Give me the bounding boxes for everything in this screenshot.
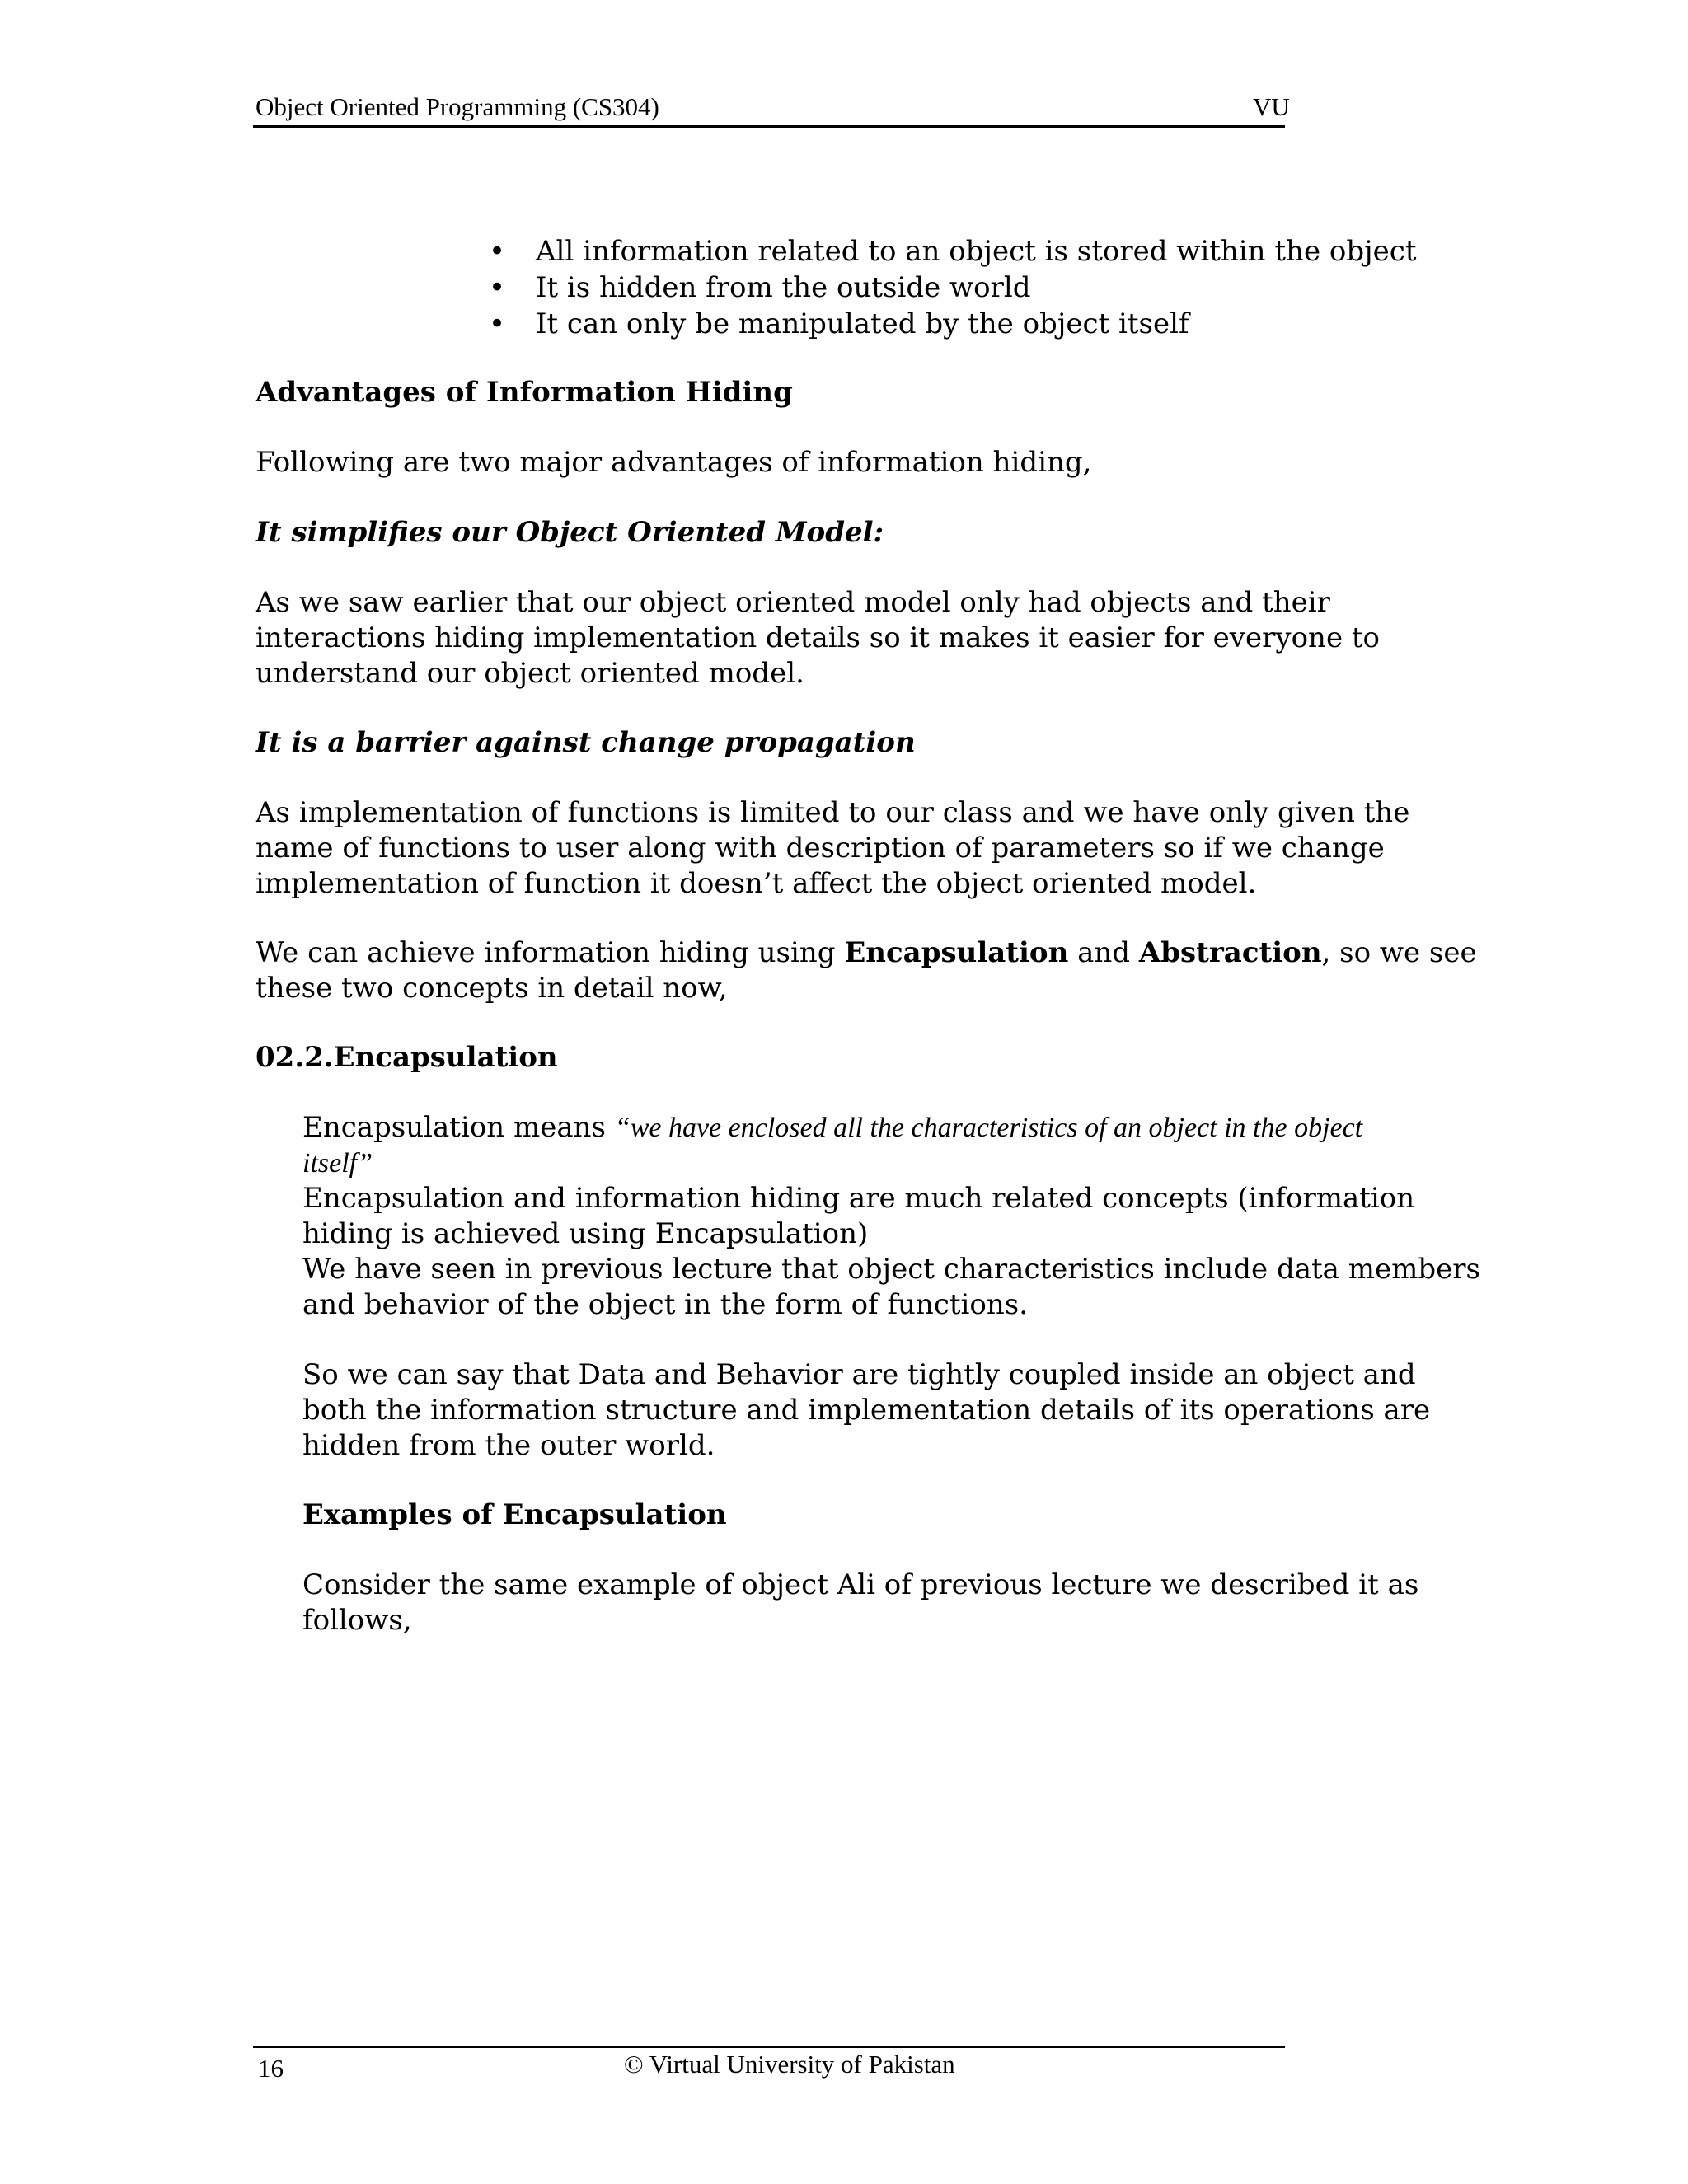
examples-paragraph: Consider the same example of object Ali of previous lecture we described it as follows,: [302, 1568, 1419, 1637]
examples-heading: Examples of Encapsulation: [302, 1498, 727, 1531]
bullet-dot-icon: •: [489, 307, 506, 340]
bullet-item: • It is hidden from the outside world: [489, 271, 1031, 304]
advantage-2-paragraph: As implementation of functions is limited to our class and we have only given the name of functions to user along with description of parameters so if we change implementation of function it doesn’t affect the object oriented model.: [256, 796, 1410, 900]
footer-copyright: © Virtual University of Pakistan: [624, 2050, 955, 2079]
header-institution: VU: [1253, 92, 1290, 121]
encapsulation-section-heading: 02.2.Encapsulation: [256, 1041, 558, 1074]
achieve-paragraph: We can achieve information hiding using Encapsulation and Abstraction, so we see these two concepts in detail now,: [256, 936, 1477, 1005]
bullet-item: • All information related to an object is stored within the object: [489, 235, 1417, 268]
encapsulation-definition: Encapsulation means “we have enclosed all the characteristics of an object in the object itself” Encapsulation and information hiding are much related concepts (information hiding is achieved using Encapsulation) We have seen in previous lecture that object characteristics include data members and behavior of the object in the form of functions.: [302, 1111, 1480, 1321]
bullet-item: • It can only be manipulated by the object itself: [489, 307, 1189, 340]
header-rule: [253, 125, 1285, 128]
advantage-1-title: It simplifies our Object Oriented Model:: [256, 516, 884, 549]
info-hiding-bullet-list: [482, 233, 1416, 342]
bullet-dot-icon: •: [489, 271, 506, 304]
abstraction-term: Abstraction: [1138, 936, 1322, 969]
encapsulation-term: Encapsulation: [844, 936, 1069, 969]
advantage-2-title: It is a barrier against change propagation: [256, 726, 916, 759]
footer-rule: [253, 2046, 1285, 2048]
page-number: 16: [258, 2054, 284, 2083]
advantage-1-paragraph: As we saw earlier that our object oriented model only had objects and their interactions hiding implementation details so it makes it easier for everyone to understand our object oriented model.: [256, 586, 1381, 690]
header-course-title: Object Oriented Programming (CS304): [256, 92, 659, 121]
encapsulation-coupling-paragraph: So we can say that Data and Behavior are tightly coupled inside an object and both the information structure and implementation details of its operations are hidden from the outer world.: [302, 1358, 1431, 1462]
bullet-dot-icon: •: [489, 235, 506, 268]
advantages-intro: Following are two major advantages of information hiding,: [256, 446, 1092, 479]
advantages-heading: Advantages of Information Hiding: [256, 376, 793, 409]
